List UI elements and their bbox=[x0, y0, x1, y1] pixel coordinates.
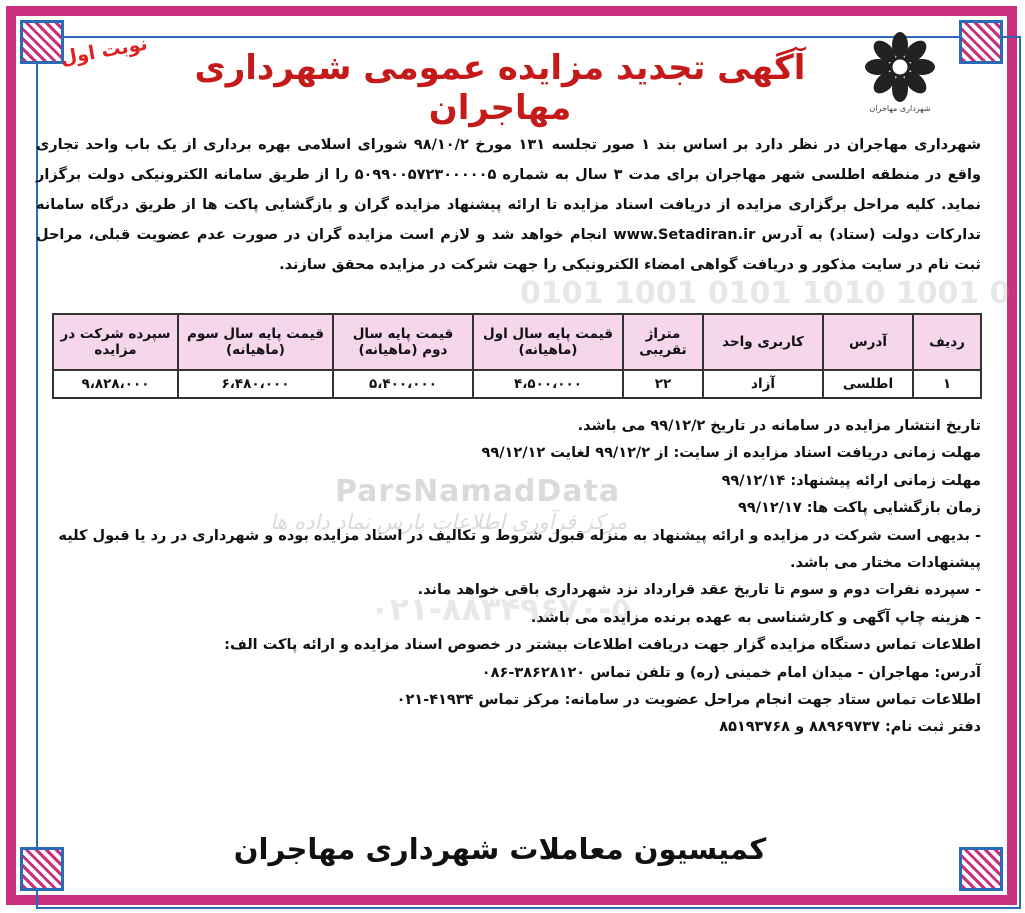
municipality-emblem-icon bbox=[863, 30, 937, 104]
col-price-year1: قیمت پایه سال اول (ماهیانه) bbox=[473, 314, 623, 370]
table-cell: ۲۲ bbox=[623, 370, 703, 398]
table-cell: ۱ bbox=[913, 370, 981, 398]
col-area: متراژ تقریبی bbox=[623, 314, 703, 370]
table-cell: آزاد bbox=[703, 370, 823, 398]
municipality-logo bbox=[858, 30, 942, 122]
round-badge: نوبت اول bbox=[58, 32, 149, 70]
corner-ornament-icon bbox=[959, 847, 1003, 891]
corner-ornament-icon bbox=[20, 20, 64, 64]
opening-date-line: زمان بازگشایی پاکت ها: ۹۹/۱۲/۱۷ bbox=[738, 500, 981, 517]
col-price-year2: قیمت پایه سال دوم (ماهیانه) bbox=[333, 314, 473, 370]
logo-caption: شهرداری مهاجران bbox=[869, 104, 931, 113]
setad-contact-line: اطلاعات تماس ستاد جهت انجام مراحل عضویت در سامانه: مرکز تماس ۴۱۹۳۴-۰۲۱ bbox=[396, 692, 981, 709]
registration-office-line: دفتر ثبت نام: ۸۸۹۶۹۷۳۷ و ۸۵۱۹۳۷۶۸ bbox=[719, 719, 981, 736]
intro-paragraph: شهرداری مهاجران در نظر دارد بر اساس بند ۱ صور تجلسه ۱۳۱ مورخ ۹۸/۱۰/۲ شورای اسلامی بهره برداری از یک باب واحد تجاری واقع در منطقه اطلسی شهر مهاجران برای مدت ۳ سال به شماره ۵۰۹۹۰۰۵۷۲۳۰۰۰۰۰۵ را از طریق سامانه الکترونیکی دولت برگزار نماید. کلیه مراحل برگزاری مزایده از دریافت اسناد مزایده تا ارائه پیشنهاد مزایده گران و بازگشایی پاکت ها از طریق درگاه سامانه تدارکات دولت (ستاد) به آدرس www.Setadiran.ir انجام خواهد شد و لازم است مزایده گران در صورت عدم عضویت قبلی، مراحل ثبت نام در سایت مذکور و دریافت گواهی امضاء الکترونیکی را جهت شرکت در مزایده محقق سازند. bbox=[36, 137, 981, 273]
offer-deadline-line: مهلت زمانی ارائه پیشنهاد: ۹۹/۱۲/۱۴ bbox=[721, 472, 981, 489]
watermark-text: مرکز فرآوری اطلاعات پارس نماد داده ها bbox=[270, 510, 628, 534]
table-cell: اطلسی bbox=[823, 370, 913, 398]
col-row-number: ردیف bbox=[913, 314, 981, 370]
auction-table bbox=[52, 313, 982, 399]
cost-line: - هزینه چاپ آگهی و کارشناسی به عهده برنده مزایده می باشد. bbox=[530, 609, 981, 626]
notice-details bbox=[36, 413, 981, 742]
watermark-phone: ۰۲۱-۸۸۳۴۹۶۷۰-۵ bbox=[370, 590, 631, 628]
col-deposit: سپرده شرکت در مزایده bbox=[53, 314, 178, 370]
corner-ornament-icon bbox=[959, 20, 1003, 64]
footer-signature: کمیسیون معاملات شهرداری مهاجران bbox=[233, 832, 767, 866]
deposit-line: - سپرده نفرات دوم و سوم تا تاریخ عقد قرارداد نزد شهرداری باقی خواهد ماند. bbox=[417, 582, 981, 599]
terms-line: - بدیهی است شرکت در مزایده و ارائه پیشنهاد به منزله قبول شروط و تکالیف در اسناد مزایده بوده و شهرداری در رد یا قبول کلیه پیشنهادات مختار می باشد. bbox=[58, 527, 981, 572]
watermark-digits: 0101 1001 0101 1010 1001 0 bbox=[520, 276, 1011, 311]
table-row bbox=[53, 370, 981, 398]
table-cell: ۹،۸۲۸،۰۰۰ bbox=[53, 370, 178, 398]
table-cell: ۶،۴۸۰،۰۰۰ bbox=[178, 370, 333, 398]
contact-heading: اطلاعات تماس دستگاه مزایده گزار جهت دریافت اطلاعات بیشتر در خصوص اسناد مزایده و ارائه پاکت الف: bbox=[224, 637, 981, 654]
table-header-row bbox=[53, 314, 981, 370]
col-price-year3: قیمت پایه سال سوم (ماهیانه) bbox=[178, 314, 333, 370]
table-cell: ۴،۵۰۰،۰۰۰ bbox=[473, 370, 623, 398]
page-title: آگهی تجدید مزایده عمومی شهرداری مهاجران bbox=[194, 48, 806, 128]
col-unit-usage: کاربری واحد bbox=[703, 314, 823, 370]
publish-date-line: تاریخ انتشار مزایده در سامانه در تاریخ ۹۹/۱۲/۲ می باشد. bbox=[577, 418, 981, 434]
watermark-brand: ParsNamadData bbox=[335, 474, 621, 509]
address-line: آدرس: مهاجران - میدان امام خمینی (ره) و تلفن تماس ۳۸۶۲۸۱۲۰-۰۸۶ bbox=[481, 664, 981, 681]
document-deadline-line: مهلت زمانی دریافت اسناد مزایده از سایت: از ۹۹/۱۲/۲ لغایت ۹۹/۱۲/۱۲ bbox=[481, 445, 981, 462]
corner-ornament-icon bbox=[20, 847, 64, 891]
table-cell: ۵،۴۰۰،۰۰۰ bbox=[333, 370, 473, 398]
col-address: آدرس bbox=[823, 314, 913, 370]
